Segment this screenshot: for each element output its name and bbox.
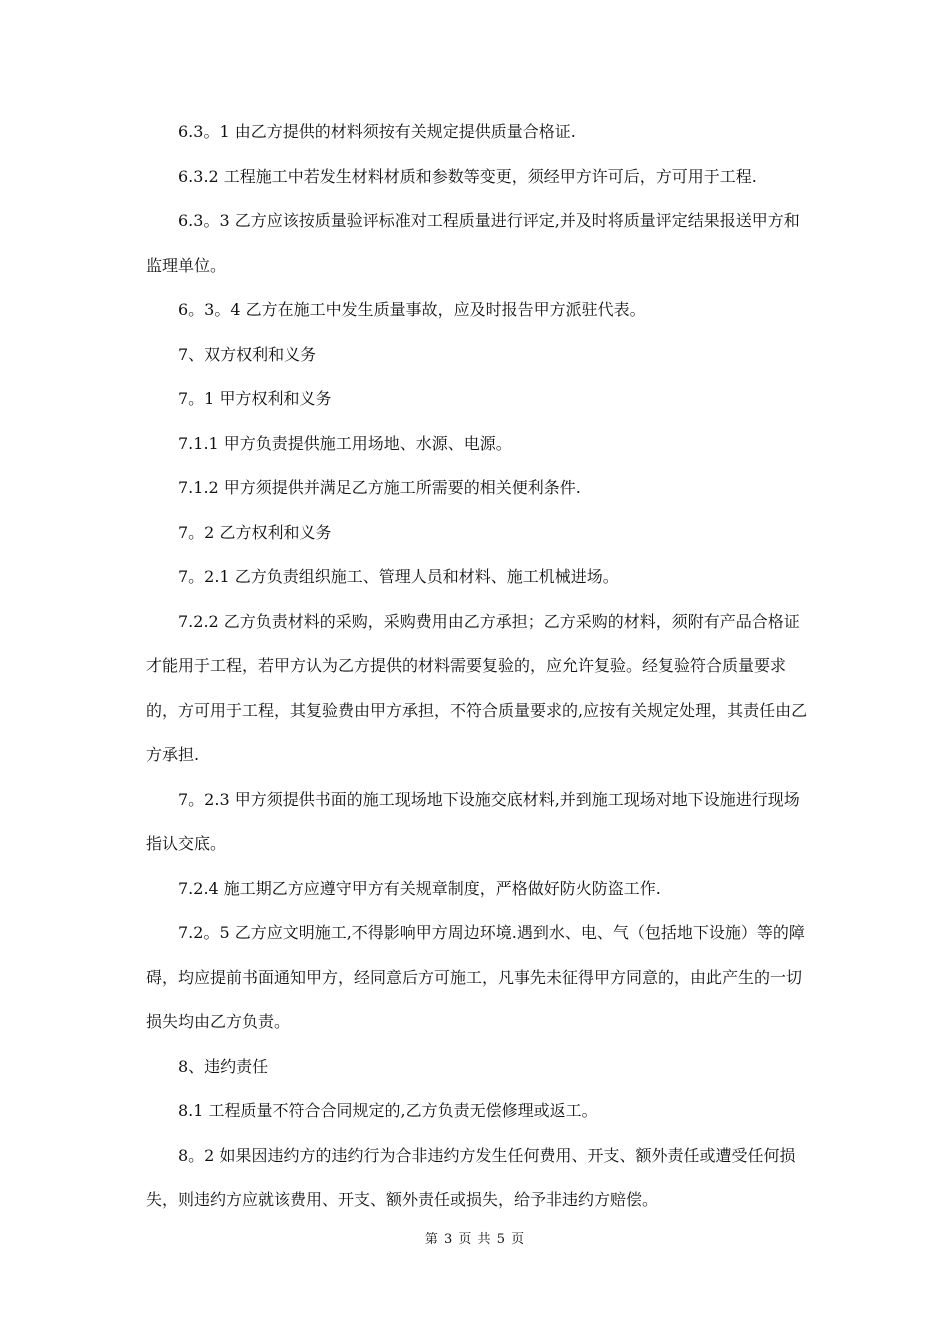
paragraph-6-3-3: 6.3。3 乙方应该按质量验评标准对工程质量进行评定,并及时将质量评定结果报送甲方和监理单位。: [146, 211, 800, 275]
subsection-heading-7-1: 7。1 甲方权利和义务: [178, 389, 332, 408]
paragraph-7-2-5: 7.2。5 乙方应文明施工,不得影响甲方周边环境.遇到水、电、气（包括地下设施）等的障碍，均应提前书面通知甲方，经同意后方可施工，凡事先未征得甲方同意的，由此产生的一切损失均由乙方负责。: [146, 923, 805, 1031]
paragraph-7-2-4: 7.2.4 施工期乙方应遵守甲方有关规章制度，严格做好防火防盗工作.: [178, 878, 661, 898]
page-number-footer: 第 3 页 共 5 页: [424, 1232, 526, 1247]
paragraph-8-1: 8.1 工程质量不符合合同规定的,乙方负责无偿修理或返工。: [178, 1101, 598, 1120]
paragraph-6-3-4: 6。3。4 乙方在施工中发生质量事故，应及时报告甲方派驻代表。: [178, 300, 646, 319]
paragraph-7-1-1: 7.1.1 甲方负责提供施工用场地、水源、电源。: [178, 433, 512, 453]
paragraph-8-2: 8。2 如果因违约方的违约行为合非违约方发生任何费用、开支、额外责任或遭受任何损失，则违约方应就该费用、开支、额外责任或损失，给予非违约方赔偿。: [146, 1145, 796, 1209]
paragraph-6-3-2: 6.3.2 工程施工中若发生材料材质和参数等变更，须经甲方许可后，方可用于工程.: [178, 166, 757, 186]
subsection-heading-7-2: 7。2 乙方权利和义务: [178, 522, 332, 542]
section-heading-8: 8、违约责任: [178, 1056, 269, 1076]
paragraph-7-2-3: 7。2.3 甲方须提供书面的施工现场地下设施交底材料,并到施工现场对地下设施进行现场指认交底。: [146, 789, 800, 853]
paragraph-7-2-1: 7。2.1 乙方负责组织施工、管理人员和材料、施工机械进场。: [178, 567, 619, 586]
paragraph-7-2-2: 7.2.2 乙方负责材料的采购，采购费用由乙方承担；乙方采购的材料，须附有产品合格证才能用于工程，若甲方认为乙方提供的材料需要复验的，应允许复验。经复验符合质量要求的，方可用于工程，其复验费由甲方承担，不符合质量要求的,应按有关规定处理，其责任由乙方承担.: [146, 611, 808, 764]
paragraph-6-3-1: 6.3。1 由乙方提供的材料须按有关规定提供质量合格证.: [178, 122, 576, 141]
paragraph-7-1-2: 7.1.2 甲方须提供并满足乙方施工所需要的相关便利条件.: [178, 478, 581, 497]
section-heading-7: 7、双方权利和义务: [178, 344, 317, 364]
document-body: [146, 110, 810, 1223]
